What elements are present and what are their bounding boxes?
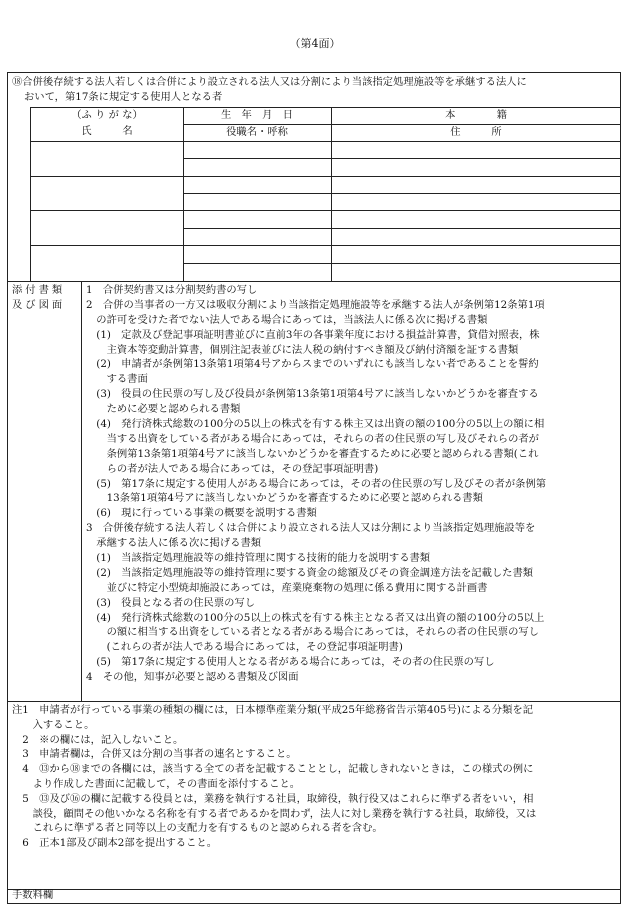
attachment-line: (2) 当該指定処理施設等の維持管理に要する資金の総額及びその資金調達方法を記載した書類 [86,566,534,579]
attachment-line: ために必要と認められる書類 [86,403,241,416]
note-line: 2 ※の欄には，記入しないこと。 [12,733,184,746]
attachment-line: (2) 申請者が条例第13条第1項第4号アからスまでのいずれにも該当しない者であることを誓約 [86,358,539,371]
attachment-line: (5) 第17条に規定する使用人がある場合にあっては，その者の住民票の写し及びその者が条例第 [86,477,547,490]
note-line: より作成した書面に記載して，その書面を添付すること。 [12,777,301,790]
header-date-of-birth: 生 年 月 日 [220,109,294,121]
attachment-line: (4) 発行済株式総数の100分の5以上の株式を有する株主又は出資の額の100分の5以上の額に相 [86,418,545,431]
note-line: 5 ⑬及び⑯の欄に記載する役員とは，業務を執行する社員，取締役，執行役又はこれらに準ずる者をいい，相 [12,792,534,805]
page-title: （第4面） [289,37,341,50]
section-18 [8,73,620,282]
attachment-line: (1) 当該指定処理施設等の維持管理に関する技術的能力を説明する書類 [86,552,431,565]
note-line: 注1 申請者が行っている事業の種類の欄には，日本標準産業分類(平成25年総務省告示第405号)による分類を記 [12,704,533,716]
note-line: これらに準ずる者と同等以上の支配力を有するものと認められる者を含む。 [12,822,383,835]
employee-table [30,107,621,281]
attachment-line: する書面 [86,373,148,386]
note-line: 6 正本1部及び副本2部を提出すること。 [12,837,217,850]
attachments-section [8,281,620,702]
attachment-line: 3 合併後存続する法人若しくは合併により設立される法人又は分割により当該指定処理施設等を [86,522,536,535]
attachments-label [8,281,82,701]
note-line: 談役，顧問その他いかなる名称を有する者であるかを問わず，法人に対し業務を執行する社員，取締役，又は [12,807,537,820]
attachment-line: 4 その他，知事が必要と認める書類及び図面 [86,671,299,684]
attachment-line: らの者が法人である場合にあっては，その登記事項証明書) [86,462,379,475]
header-honseki: 本 籍 [445,109,507,121]
section-18-title-line2: おいて，第17条に規定する使用人となる者 [24,90,223,103]
section-18-title-line1: ⑱合併後存続する法人若しくは合併により設立される法人又は分割により当該指定処理施設等を承継する法人に [12,76,527,88]
header-address: 住 所 [450,126,502,138]
fee-label: 手数料欄 [12,889,54,901]
header-position: 役職名・呼称 [226,126,288,138]
attachment-line: 主資本等変動計算書，個別注記表並びに法人税の納付すべき額及び納付済額を証する書類 [86,343,519,356]
attachment-line: (5) 第17条に規定する使用人となる者がある場合にあっては，その者の住民票の写し [86,656,495,669]
note-line: 3 申請者欄は，合併又は分割の当事者の連名とすること。 [12,748,297,761]
attachment-line: (4) 発行済株式総数の100分の5以上の株式を有する株主となる者又は出資の額の100分の5以上 [86,611,545,624]
attachments-list [86,283,616,685]
attachment-line: 13条第1項第4号アに該当しないかどうかを審査するために必要と認められる書類 [86,492,483,505]
section-18-title [12,75,616,105]
header-furigana: （ふ り が な） [71,109,143,121]
attachment-line: (これらの者が法人である場合にあっては，その登記事項証明書) [86,641,403,654]
attachment-line: 条例第13条第1項第4号アに該当しないかどうかを審査するために必要と認められる書類(これ [86,447,539,460]
attachment-line: (1) 定款及び登記事項証明書並びに直前3年の各事業年度における損益計算書，貸借対照表，株 [86,328,540,341]
attachment-line: (3) 役員の住民票の写し及び役員が条例第13条第1項第4号アに該当しないかどうかを審査する [86,388,539,401]
note-line: 入すること。 [12,718,95,731]
attachment-line: 承継する法人に係る次に掲げる書類 [86,537,262,550]
attachment-line: 1 合併契約書又は分割契約書の写し [86,284,258,296]
header-name: 氏 名 [81,125,133,137]
form-frame [7,72,621,904]
attachment-line: の額に相当する出資をしている者となる者がある場合にあっては，それらの者の住民票の写し [86,626,539,639]
notes-list [12,703,616,851]
notes-section [8,701,620,890]
attachment-line: 並びに特定小型焼却施設にあっては，産業廃棄物の処理に係る費用に関する計画書 [86,581,488,594]
attachment-line: (3) 役員となる者の住民票の写し [86,596,256,609]
note-line: 4 ⑬から⑱までの各欄には，該当する全ての者を記載することとし，記載しきれないときは，この様式の例に [12,763,534,776]
attachment-line: 当する出資をしている者がある場合にあっては，それらの者の住民票の写し及びそれらの者が [86,432,539,445]
attachment-line: 2 合併の当事者の一方又は吸収分割により当該指定処理施設等を承継する法人が条例第12条第1項 [86,298,545,311]
attachments-label-line1: 添付書類 [12,284,66,296]
attachments-label-line2: 及び図面 [12,298,66,311]
attachment-line: の許可を受けた者でない法人である場合にあっては，当該法人に係る次に掲げる書類 [86,313,488,326]
attachment-line: (6) 現に行っている事業の概要を説明する書類 [86,507,317,520]
